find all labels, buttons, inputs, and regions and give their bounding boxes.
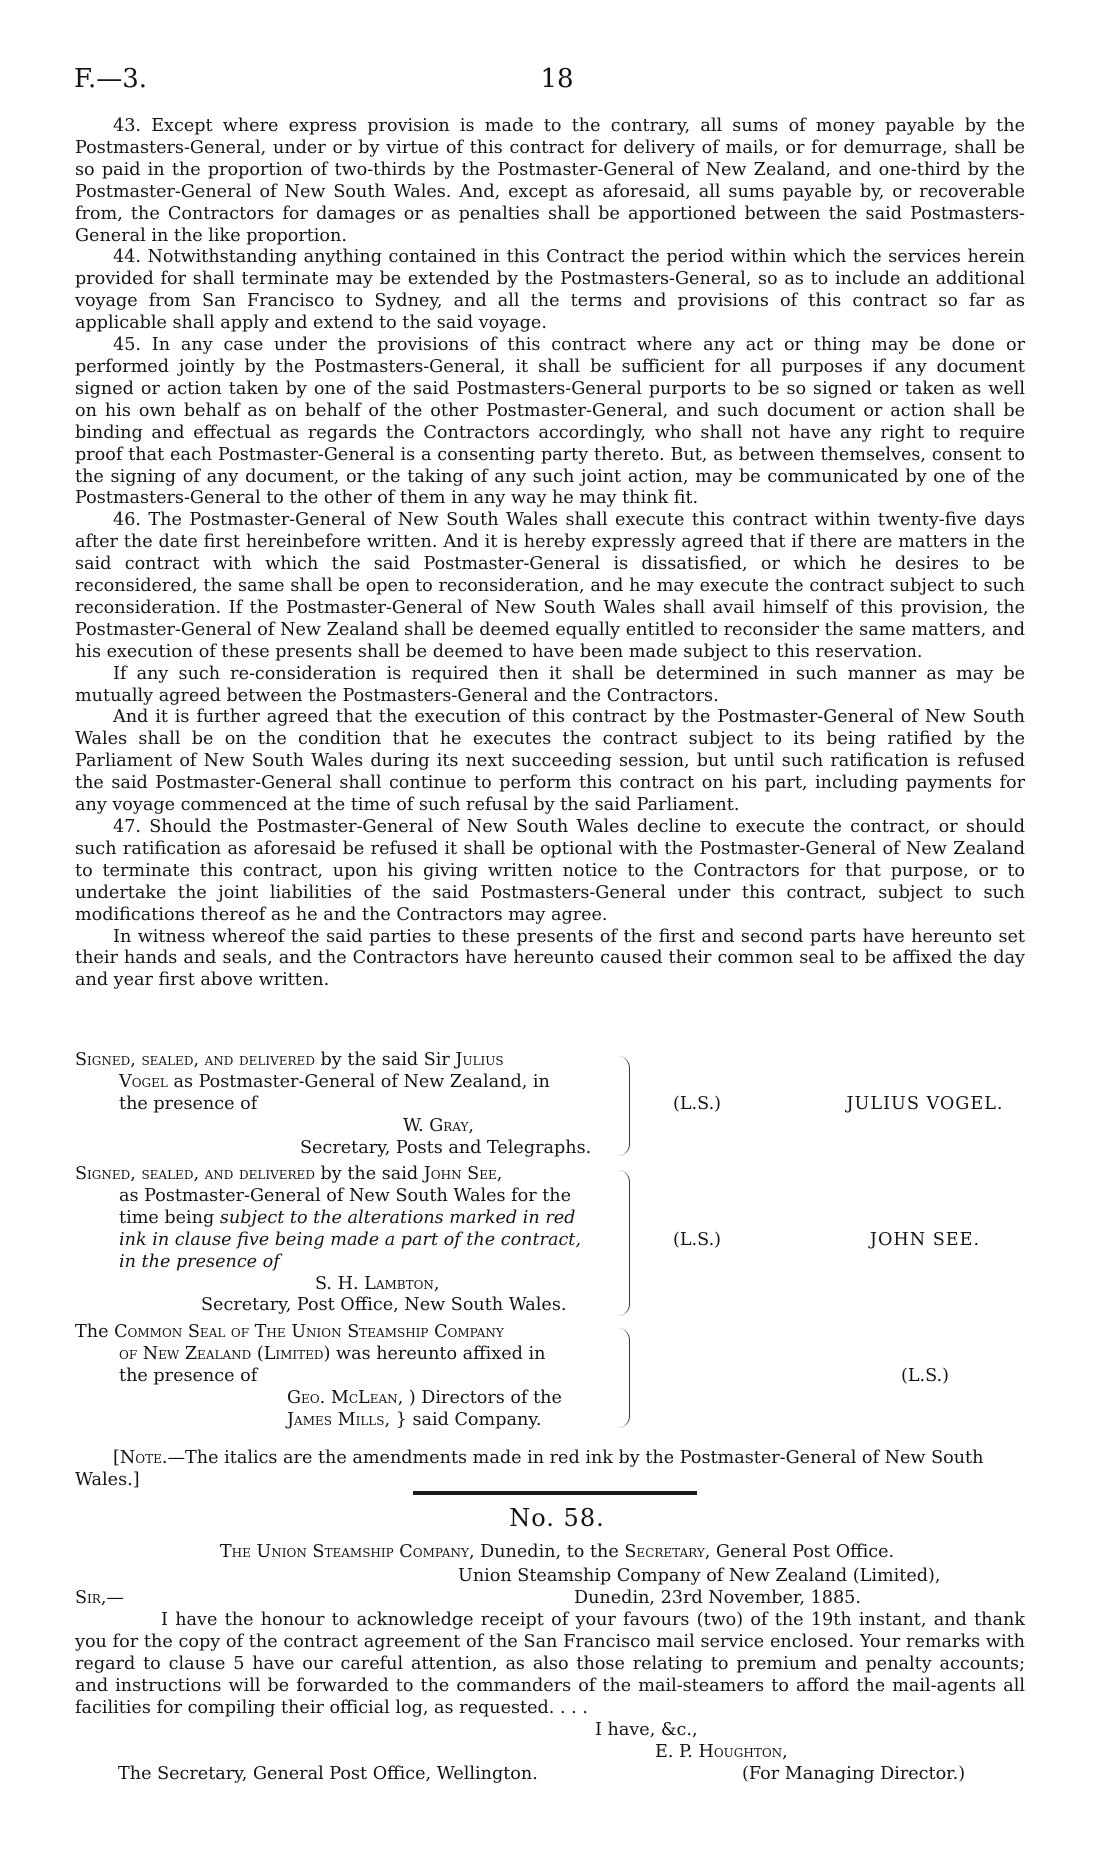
brace — [615, 1170, 630, 1316]
company-suffix: Limited — [263, 1343, 324, 1364]
witness-title: Secretary, Post Office, New South Wales. — [201, 1295, 567, 1316]
letter-number: No. 58. — [509, 1504, 605, 1532]
clause-43: 43. Except where express provision is made to the contrary, all sums of money payable by the Postmasters-General, under or by virtue of this contract for delivery of mails, or for demurrage, shall be so paid in the proportion of two-thirds by the Postmaster-General of New Zealand, and one-third by the Postmaster-General of New South Wales. And, except as aforesaid, all sums payable by, or recoverable from, the Contractors for damages or as penalties shall be apportioned between the said Postmasters-General in the like proportion. — [75, 116, 1025, 246]
director-role: ) Directors of the — [408, 1387, 562, 1408]
letter-body — [75, 1610, 1025, 1720]
letter-to-rest: , General Post Office. — [704, 1542, 895, 1562]
salutation: Sir,— — [75, 1588, 125, 1608]
signature-block-vogel — [75, 1050, 1045, 1162]
attestation-text: by the said — [314, 1164, 424, 1184]
sender-address — [458, 1566, 940, 1610]
signature-block-see — [75, 1164, 1045, 1320]
sender-name: Union Steamship Company of New Zealand (Limited), — [458, 1566, 941, 1586]
signature-name: JOHN SEE. — [869, 1230, 981, 1250]
seal-mark: (L.S.) — [673, 1230, 722, 1250]
ratification-paragraph: And it is further agreed that the execution of this contract by the Postmaster-General of New South Wales shall be on the condition that he executes the contract subject to its being ratified by the Parliament of New South Wales during its next succeeding session, but until such ratification is refused the said Postmaster-General shall continue to perform this contract on his part, including payments for any voyage commenced at the time of such refusal by the said Parliament. — [75, 707, 1025, 816]
attestation-label: Signed, sealed, and delivered — [75, 1164, 315, 1184]
company-name: Common Seal of The Union Steamship Company — [114, 1322, 504, 1342]
reconsideration-paragraph: If any such re-consideration is required then it shall be determined in such manner as may be mutually agreed between the Postmasters-General and the Contractors. — [75, 663, 1025, 706]
letter-to: Secretary — [624, 1542, 705, 1562]
witness-title: Secretary, Posts and Telegraphs. — [300, 1137, 592, 1158]
letter-addressee: The Secretary, General Post Office, Wellington. — [118, 1764, 538, 1784]
company-name: of New Zealand — [119, 1343, 252, 1364]
director-name: James Mills, — [287, 1409, 391, 1430]
note-bracket: [ — [113, 1448, 120, 1468]
presence-text: the presence of — [119, 1093, 258, 1114]
note-text: .—The italics are the amendments made in red ink by the Postmaster-General of New South Wales.] — [75, 1448, 984, 1490]
clause-47: 47. Should the Postmaster-General of New South Wales decline to execute the contract, or should such ratification as aforesaid be refused it shall be optional with the Postmaster-General of New Zealand to terminate this contract, upon his giving written notice to the Contractors for that purpose, or to undertake the joint liabilities of the said Postmasters-General under this contract, subject to such modifications thereof as he and the Contractors may agree. — [75, 817, 1025, 925]
signature-name: JULIUS VOGEL. — [846, 1094, 1004, 1114]
amendment-italic: subject to the alterations marked in red — [219, 1207, 576, 1228]
attestation-label: Signed, sealed, and delivered — [75, 1050, 315, 1070]
signatory-surname: Vogel — [119, 1071, 168, 1092]
contract-clauses — [75, 116, 1025, 992]
section-divider — [413, 1491, 697, 1495]
signatory-capacity: as Postmaster-General of New Zealand, in — [167, 1071, 550, 1092]
letter-paragraph: I have the honour to acknowledge receipt of your favours (two) of the 19th instant, and thank you for the copy of the contract agreement of the San Francisco mail service enclosed. Your remarks with regard to clause 5 have our careful attention, as also those relating to premium and penalty accounts; and instructions will be forwarded to the commanders of the mail-steamers to afford the mail-agents all facilities for compiling their official log, as requested. . . . — [75, 1610, 1025, 1718]
seal-mark: (L.S.) — [673, 1094, 722, 1114]
witness-name: S. H. Lambton, — [315, 1273, 440, 1294]
amendment-text: time being — [119, 1207, 220, 1228]
seal-text: The — [75, 1322, 115, 1342]
clause-46: 46. The Postmaster-General of New South Wales shall execute this contract within twenty-five days after the date first hereinbefore written. And it is hereby expressly agreed that if there are matters in the said contract with which the said Postmaster-General is dissatisfied, or which he desires to be reconsidered, the same shall be open to reconsideration, and he may execute the contract subject to such reconsideration. If the Postmaster-General of New South Wales shall avail himself of this provision, the Postmaster-General of New Zealand shall be deemed equally entitled to reconsider the same matters, and his execution of these presents shall be deemed to have been made subject to this reservation. — [75, 510, 1025, 662]
director-role: } said Company. — [395, 1409, 542, 1430]
page-number: 18 — [540, 64, 574, 94]
signatory-capacity: as Postmaster-General of New South Wales for the — [119, 1185, 572, 1206]
witness-paragraph: In witness whereof the said parties to these presents of the first and second parts have hereunto set their hands and seals, and the Contractors have hereunto caused their common seal to be affixed the day and year first above written. — [75, 926, 1025, 991]
witness-name: W. Gray, — [403, 1115, 474, 1136]
signatory-name: Julius — [455, 1050, 504, 1070]
letter-heading — [0, 1542, 1114, 1562]
signatory-name: John See, — [423, 1164, 503, 1184]
amendment-italic: ink in clause five being made a part of the contract, — [119, 1229, 581, 1250]
signer-role: (For Managing Director.) — [742, 1764, 966, 1784]
brace — [615, 1056, 630, 1156]
letter-closing: I have, &c., — [595, 1720, 698, 1740]
seal-text: ) was hereunto affixed in — [323, 1343, 546, 1364]
document-reference: F.—3. — [74, 64, 148, 94]
note-label: Note — [119, 1448, 162, 1468]
clause-44: 44. Notwithstanding anything contained in this Contract the period within which the services herein provided for shall terminate may be extended by the Postmasters-General, so as to include an additional voyage from San Francisco to Sydney, and all the terms and provisions of this contract so far as applicable shall apply and extend to the said voyage. — [75, 247, 1025, 334]
letter-date: Dunedin, 23rd November, 1885. — [574, 1587, 861, 1608]
letter-from: The Union Steamship Company — [219, 1542, 469, 1562]
seal-text: ( — [251, 1343, 264, 1364]
letter-signer: E. P. Houghton, — [655, 1742, 788, 1762]
director-name: Geo. McLean, — [287, 1387, 404, 1408]
signature-block-company — [75, 1322, 1045, 1434]
brace — [615, 1328, 630, 1428]
letter-from-rest: , Dunedin, to the — [468, 1542, 625, 1562]
presence-text: the presence of — [119, 1365, 258, 1386]
attestation-text: by the said Sir — [314, 1050, 456, 1070]
clause-45: 45. In any case under the provisions of this contract where any act or thing may be done or performed jointly by the Postmasters-General, it shall be sufficient for all purposes if any document signed or action taken by one of the said Postmasters-General purports to be so signed or taken as well on his own behalf as on behalf of the other Postmaster-General, and such document or action shall be binding and effectual as regards the Contractors accordingly, who shall not have any right to require proof that each Postmaster-General is a consenting party thereto. But, as between themselves, consent to the signing of any document, or the taking of any such joint action, may be communicated by one of the Postmasters-General to the other of them in any way he may think fit. — [75, 335, 1025, 509]
italics-note — [75, 1448, 1025, 1492]
seal-mark: (L.S.) — [900, 1366, 950, 1386]
presence-text: in the presence of — [119, 1251, 280, 1272]
